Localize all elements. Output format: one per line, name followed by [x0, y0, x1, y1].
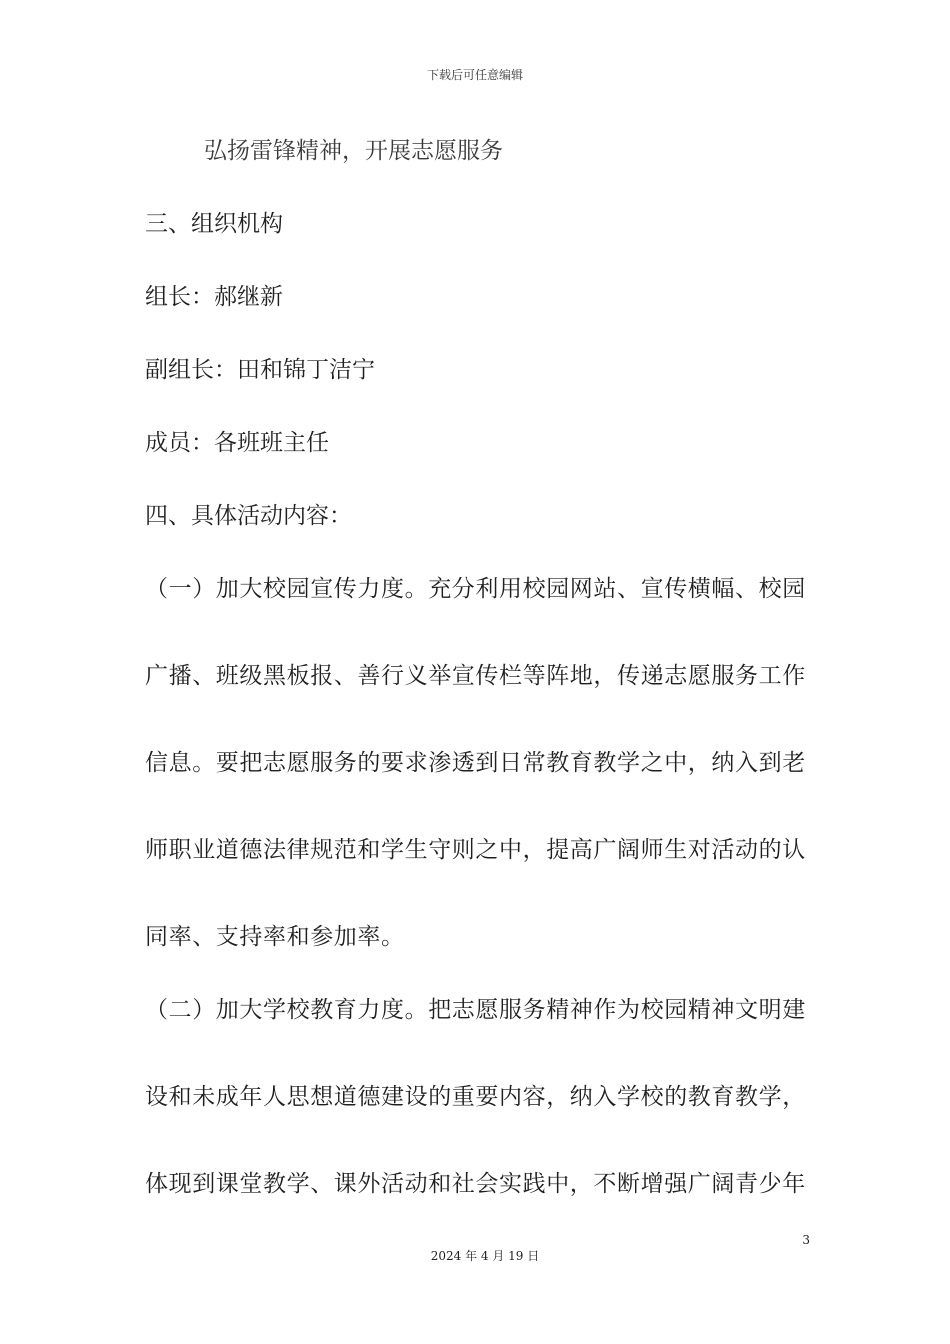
paragraph-line: 师职业道德法律规范和学生守则之中，提高广阔师生对活动的认: [145, 837, 806, 863]
slogan-line: 弘扬雷锋精神，开展志愿服务: [204, 138, 503, 164]
paragraph-line: （一）加大校园宣传力度。充分利用校园网站、宣传横幅、校园: [145, 576, 806, 602]
members-line: 成员：各班班主任: [145, 430, 329, 456]
paragraph-line: 体现到课堂教学、课外活动和社会实践中，不断增强广阔青少年: [145, 1171, 806, 1197]
section-heading-activities: 四、具体活动内容：: [145, 503, 352, 529]
paragraph-line: 广播、班级黑板报、善行义举宣传栏等阵地，传递志愿服务工作: [145, 663, 806, 689]
page-number: 3: [802, 1233, 810, 1247]
paragraph-line: （二）加大学校教育力度。把志愿服务精神作为校园精神文明建: [145, 997, 806, 1023]
leader-line: 组长：郝继新: [145, 284, 283, 310]
deputy-leaders-line: 副组长：田和锦丁洁宁: [145, 357, 375, 383]
footer-date: 2024 年 4 月 19 日: [430, 1249, 540, 1263]
header-note: 下载后可任意编辑: [426, 68, 523, 82]
section-heading-organization: 三、组织机构: [145, 211, 283, 237]
paragraph-line: 信息。要把志愿服务的要求渗透到日常教育教学之中，纳入到老: [145, 750, 806, 776]
paragraph-line: 同率、支持率和参加率。: [145, 924, 405, 950]
paragraph-line: 设和未成年人思想道德建设的重要内容，纳入学校的教育教学，: [145, 1084, 806, 1110]
